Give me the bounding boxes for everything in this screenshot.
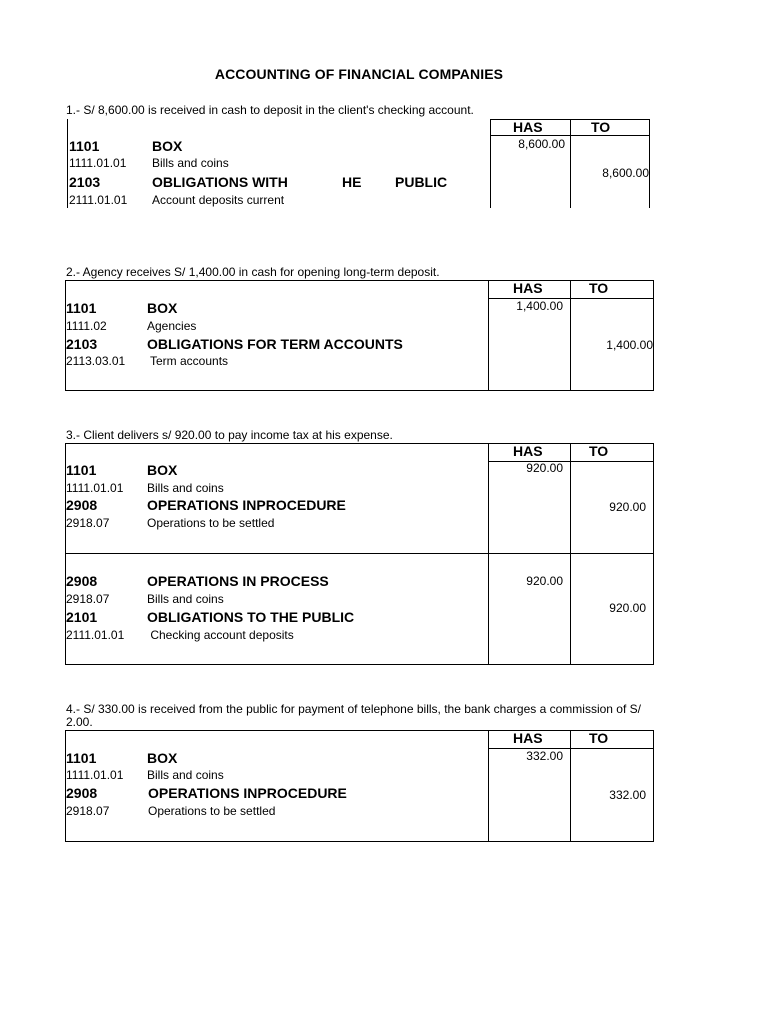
account-code: 2103 [69, 174, 101, 190]
account-code: 2908 [66, 573, 98, 589]
account-name: OPERATIONS INPROCEDURE [148, 785, 347, 801]
header-bottom-border [488, 748, 654, 749]
has-header: HAS [513, 730, 543, 746]
to-header: TO [591, 119, 611, 135]
account-name: OBLIGATIONS TO THE PUBLIC [147, 609, 355, 625]
account-name: BOX [152, 138, 183, 154]
table-border-top [65, 443, 654, 444]
has-amount: 8,600.00 [518, 137, 565, 151]
page-title: ACCOUNTING OF FINANCIAL COMPANIES [214, 66, 504, 82]
table-border-bottom [65, 390, 654, 391]
journal-table-1 [67, 119, 650, 208]
subaccount-name: Bills and coins [147, 768, 224, 782]
subaccount-code: 2111.01.01 [66, 628, 125, 642]
transaction-2-description: 2.- Agency receives S/ 1,400.00 in cash for opening long-term deposit. [66, 265, 440, 279]
column-divider [570, 280, 571, 391]
has-amount: 920.00 [526, 574, 563, 588]
account-name: BOX [147, 462, 178, 478]
subaccount-code: 2111.01.01 [69, 193, 128, 207]
to-amount: 920.00 [609, 500, 646, 514]
account-code: 2101 [66, 609, 98, 625]
has-header: HAS [513, 119, 543, 135]
account-code: 2908 [66, 497, 98, 513]
subaccount-name: Bills and coins [147, 481, 224, 495]
subaccount-code: 2918.07 [66, 516, 110, 530]
subaccount-name: Operations to be settled [147, 516, 275, 530]
header-bottom-border [490, 135, 650, 136]
column-divider [488, 443, 489, 665]
subaccount-name: Account deposits current [152, 193, 285, 207]
account-code: 1101 [66, 462, 97, 478]
entry-separator [65, 553, 654, 554]
has-header: HAS [513, 443, 543, 459]
subaccount-code: 2918.07 [66, 804, 110, 818]
transaction-1-description: 1.- S/ 8,600.00 is received in cash to deposit in the client's checking account. [66, 103, 474, 117]
to-amount: 8,600.00 [602, 166, 649, 180]
table-border-bottom [65, 841, 654, 842]
account-code: 1101 [66, 750, 97, 766]
table-border-top [65, 730, 654, 731]
to-amount: 1,400.00 [606, 338, 653, 352]
column-divider [570, 730, 571, 842]
subaccount-code: 1111.01.01 [66, 768, 124, 782]
account-code: 2103 [66, 336, 98, 352]
to-header: TO [589, 730, 609, 746]
subaccount-code: 2113.03.01 [66, 354, 126, 368]
column-divider [570, 443, 571, 665]
subaccount-code: 1111.01.01 [69, 156, 127, 170]
subaccount-name: Checking account deposits [147, 628, 294, 642]
account-name: OBLIGATIONS FOR TERM ACCOUNTS [147, 336, 403, 352]
account-name-word: HE [342, 174, 362, 190]
table-border-right [653, 280, 654, 391]
account-code: 2908 [66, 785, 98, 801]
has-amount: 332.00 [526, 749, 563, 763]
has-amount: 920.00 [526, 461, 563, 475]
header-bottom-border [488, 461, 654, 462]
to-amount: 920.00 [609, 601, 646, 615]
journal-table-3 [65, 443, 654, 665]
table-border-right [653, 443, 654, 665]
table-border-bottom [65, 664, 654, 665]
to-amount: 332.00 [609, 788, 646, 802]
subaccount-code: 2918.07 [66, 592, 110, 606]
column-divider [490, 119, 491, 208]
account-name: OPERATIONS IN PROCESS [147, 573, 329, 589]
table-border-right [653, 730, 654, 842]
header-bottom-border [488, 298, 654, 299]
subaccount-name: Bills and coins [152, 156, 229, 170]
subaccount-code: 1111.01.01 [66, 481, 124, 495]
account-name-word: PUBLIC [395, 174, 448, 190]
column-divider [488, 730, 489, 842]
table-border-top [65, 280, 654, 281]
to-header: TO [589, 443, 609, 459]
account-name: OPERATIONS INPROCEDURE [147, 497, 346, 513]
has-amount: 1,400.00 [516, 299, 563, 313]
column-divider [570, 119, 571, 208]
journal-table-2 [65, 280, 654, 391]
account-code: 1101 [66, 300, 97, 316]
transaction-4-description: 4.- S/ 330.00 is received from the public for payment of telephone bills, the bank charges a commission of S/ 2.00. [66, 702, 641, 729]
table-border-left [67, 119, 68, 208]
subaccount-code: 1111.02 [66, 319, 107, 333]
account-name: BOX [147, 750, 178, 766]
subaccount-name: Operations to be settled [148, 804, 276, 818]
has-header: HAS [513, 280, 543, 296]
subaccount-name: Term accounts [150, 354, 229, 368]
subaccount-name: Agencies [147, 319, 197, 333]
subaccount-name: Bills and coins [147, 592, 224, 606]
table-border-right [649, 119, 650, 208]
transaction-3-description: 3.- Client delivers s/ 920.00 to pay income tax at his expense. [66, 428, 393, 442]
journal-table-4 [65, 730, 654, 842]
account-name: OBLIGATIONS WITH [152, 174, 288, 190]
account-code: 1101 [69, 138, 100, 154]
column-divider [488, 280, 489, 391]
account-name: BOX [147, 300, 178, 316]
to-header: TO [589, 280, 609, 296]
